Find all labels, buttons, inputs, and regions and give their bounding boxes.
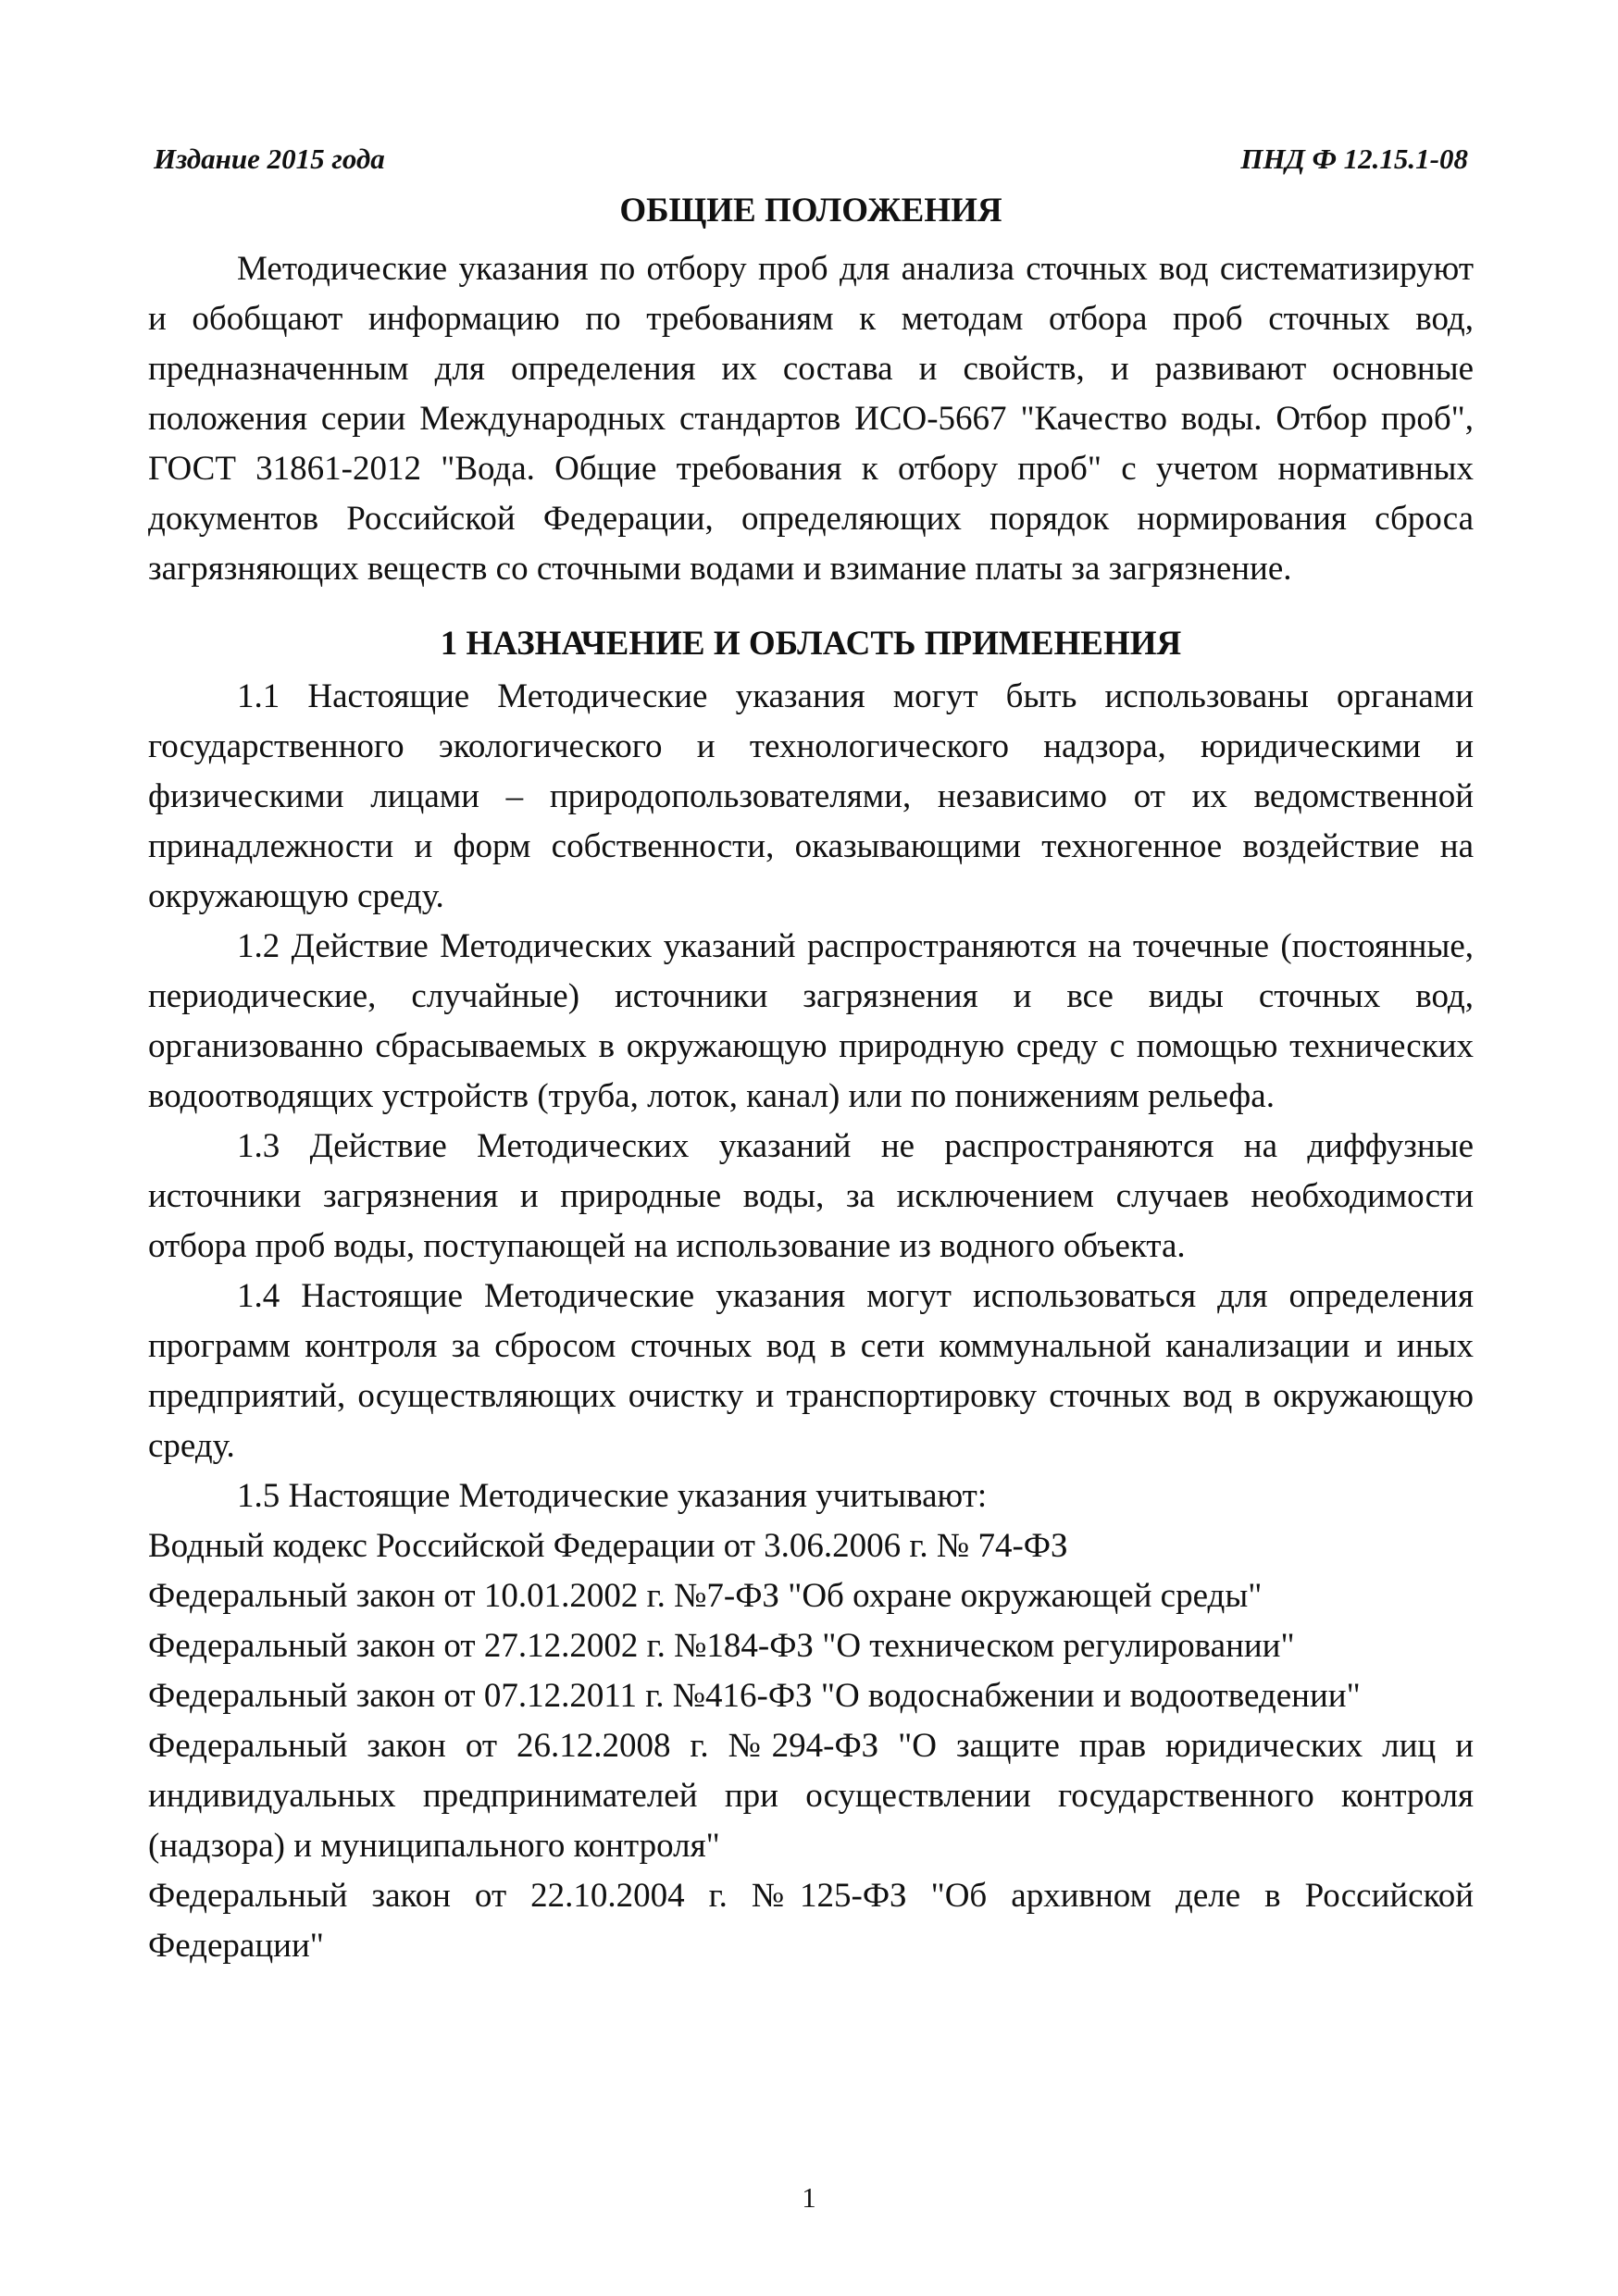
section-1-heading: 1 НАЗНАЧЕНИЕ И ОБЛАСТЬ ПРИМЕНЕНИЯ	[440, 625, 1182, 663]
law-item: Федеральный закон от 26.12.2008 г. №294-ФЗ "О защите прав юридических лиц и индивидуальных предпринимателей при осуществлении государственного контроля (надзора) и муниципального контроля"	[148, 1727, 1474, 1865]
document-code: ПНД Ф 12.15.1-08	[1240, 143, 1468, 175]
law-item: Федеральный закон от 27.12.2002 г. №184-ФЗ "О техническом регулировании"	[148, 1627, 1295, 1665]
law-item: Федеральный закон от 07.12.2011 г. №416-ФЗ "О водоснабжении и водоотведении"	[148, 1677, 1361, 1715]
page-number: 1	[802, 2181, 816, 2214]
law-item: Федеральный закон от 22.10.2004 г. №125-ФЗ "Об архивном деле в Российской Федерации"	[148, 1877, 1474, 1965]
clause-1-5: 1.5 Настоящие Методические указания учитывают:	[237, 1477, 988, 1515]
running-header	[148, 139, 1474, 180]
edition-label: Издание 2015 года	[154, 143, 385, 175]
clause-1-1: 1.1 Настоящие Методические указания могут быть использованы органами государственного экологического и технологического надзора, юридическими и физическими лицами – природопользователями, независимо от их ведомственной принадлежности и форм собственности, оказывающими техногенное воздействие на окружающую среду.	[148, 677, 1474, 915]
clause-1-3: 1.3 Действие Методических указаний не распространяются на диффузные источники загрязнения и природные воды, за исключением случаев необходимости отбора проб воды, поступающей на использование из водного объекта.	[148, 1127, 1474, 1265]
law-item: Федеральный закон от 10.01.2002 г. №7-ФЗ "Об охране окружающей среды"	[148, 1577, 1263, 1615]
general-provisions-paragraph: Методические указания по отбору проб для анализа сточных вод систематизируют и обобщают информацию по требованиям к методам отбора проб сточных вод, предназначенным для определения их состава и свойств, и развивают основные положения серии Международных стандартов ИСО-5667 "Качество воды. Отбор проб", ГОСТ 31861-2012 "Вода. Общие требования к отбору проб" с учетом нормативных документов Российской Федерации, определяющих порядок нормирования сброса загрязняющих веществ со сточными водами и взимание платы за загрязнение.	[148, 250, 1474, 588]
document-page	[148, 139, 1474, 1971]
general-provisions-heading: ОБЩИЕ ПОЛОЖЕНИЯ	[619, 192, 1002, 230]
clause-1-4: 1.4 Настоящие Методические указания могут использоваться для определения программ контроля за сбросом сточных вод в сети коммунальной канализации и иных предприятий, осуществляющих очистку и транспортировку сточных вод в окружающую среду.	[148, 1277, 1474, 1465]
law-list	[148, 1521, 1474, 1971]
law-item: Водный кодекс Российской Федерации от 3.06.2006 г. № 74-ФЗ	[148, 1527, 1068, 1565]
clause-1-2: 1.2 Действие Методических указаний распространяются на точечные (постоянные, периодические, случайные) источники загрязнения и все виды сточных вод, организованно сбрасываемых в окружающую природную среду с помощью технических водоотводящих устройств (труба, лоток, канал) или по понижениям рельефа.	[148, 927, 1474, 1115]
